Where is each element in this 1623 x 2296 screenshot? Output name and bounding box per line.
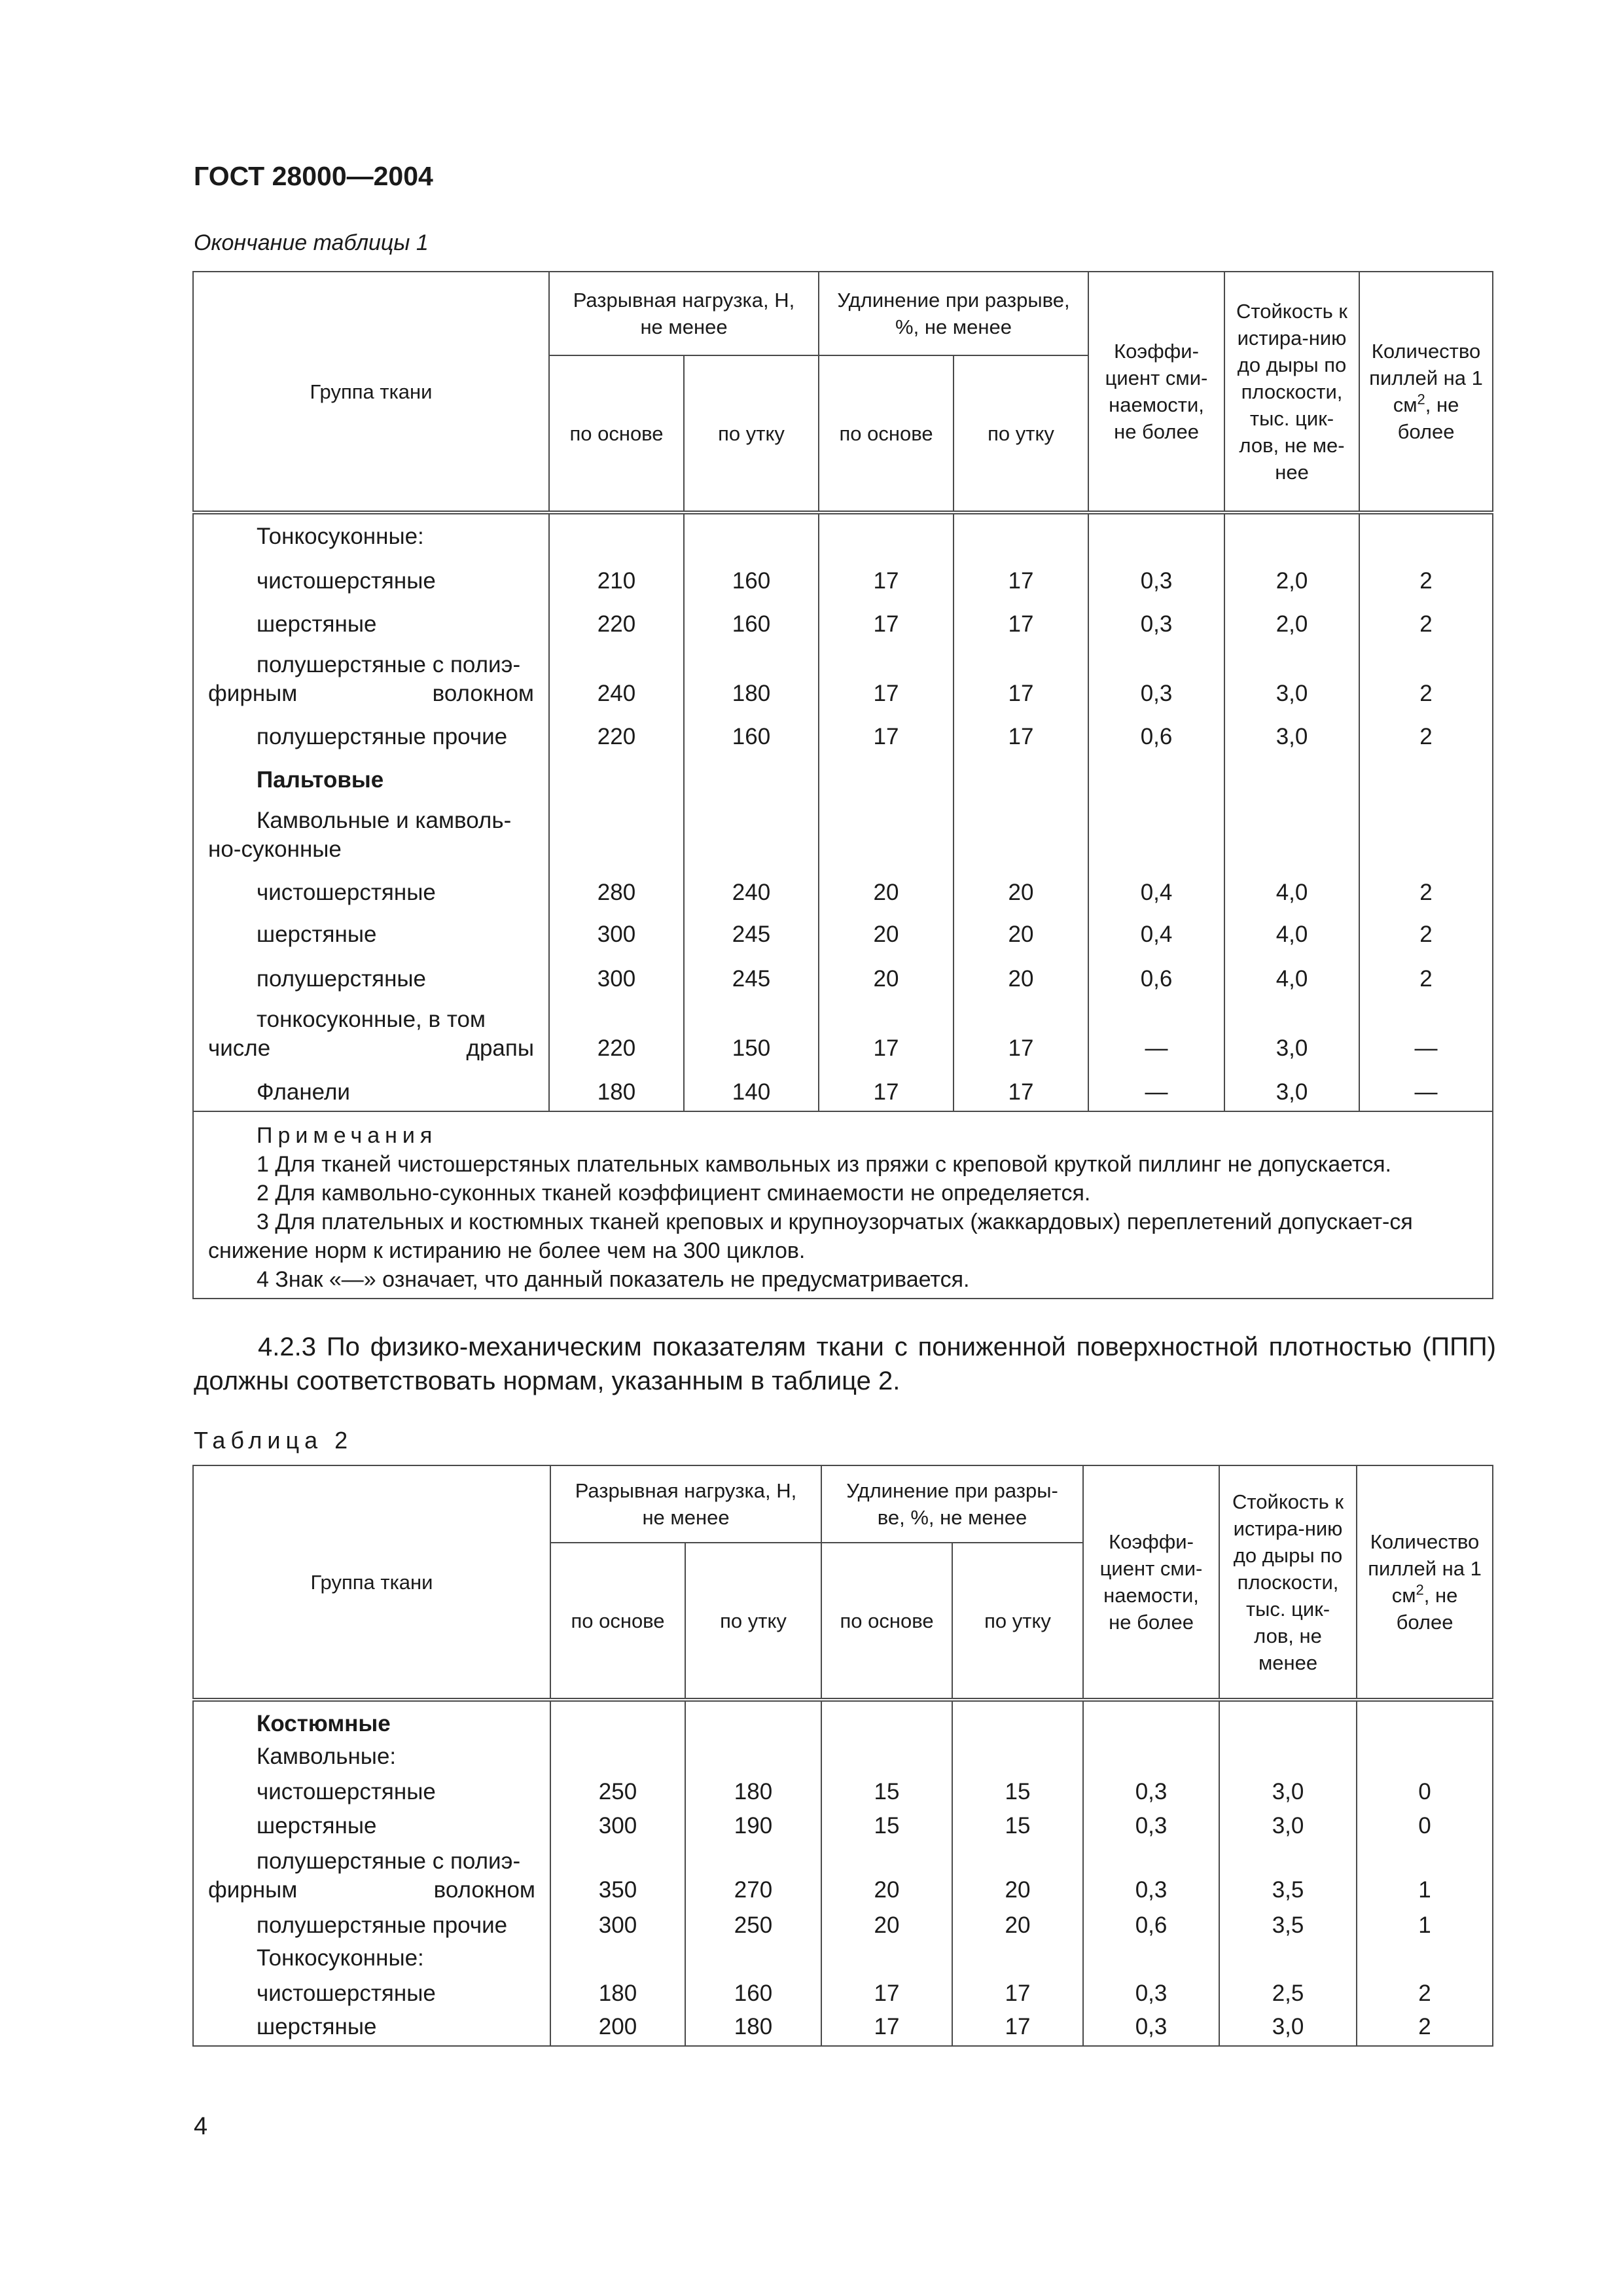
- cell-value: 270: [685, 1844, 821, 1909]
- cell-value: 300: [550, 1810, 685, 1844]
- cell-value: [819, 512, 954, 555]
- cell-value: [684, 512, 819, 555]
- cell-value: 20: [819, 953, 954, 997]
- pilling-label-a: Количество пиллей на 1 см: [1369, 340, 1483, 416]
- col-header-elong-warp: по основе: [819, 355, 954, 512]
- cell-value: 240: [549, 643, 684, 712]
- table-row: [193, 798, 1493, 868]
- cell-value: [1357, 1700, 1493, 1742]
- cell-value: 2,5: [1219, 1977, 1357, 2012]
- table-2: [192, 1465, 1493, 2047]
- cell-value: 150: [684, 997, 819, 1067]
- cell-value: [821, 1944, 952, 1977]
- row-label: тонкосуконные, в том числе драпы: [193, 997, 549, 1067]
- cell-value: [821, 1700, 952, 1742]
- cell-value: 210: [549, 555, 684, 600]
- cell-value: [1088, 755, 1224, 798]
- cell-value: 220: [549, 997, 684, 1067]
- cell-value: 300: [550, 1909, 685, 1944]
- cell-value: 17: [954, 1067, 1088, 1111]
- cell-value: 3,5: [1219, 1844, 1357, 1909]
- cell-value: 17: [954, 712, 1088, 755]
- row-label: полушерстяные: [193, 953, 549, 997]
- table-row: [193, 1810, 1493, 1844]
- paragraph-4-2-3: 4.2.3 По физико-механическим показателям ткани с пониженной поверхностной плотностью (ППП) должны соответствовать нормам, указанным в таблице 2.: [194, 1333, 1496, 1395]
- cell-value: 17: [819, 997, 954, 1067]
- pilling-label-sup: 2: [1417, 391, 1425, 408]
- cell-value: 2: [1359, 911, 1493, 953]
- cell-value: [549, 798, 684, 868]
- row-label: Костюмные: [193, 1700, 550, 1742]
- cell-value: 17: [819, 1067, 954, 1111]
- note-item: 3 Для плательных и костюмных тканей креповых и крупноузорчатых (жаккардовых) переплетений допускает-ся снижение норм к истиранию не более чем на 300 циклов.: [208, 1210, 1413, 1263]
- cell-value: [819, 798, 954, 868]
- cell-value: 250: [550, 1775, 685, 1810]
- cell-value: [1359, 798, 1493, 868]
- col-header-load-warp: по основе: [550, 1543, 685, 1700]
- cell-value: 20: [821, 1844, 952, 1909]
- notes-title: Примечания: [257, 1123, 438, 1148]
- cell-value: 0,6: [1083, 1909, 1219, 1944]
- cell-value: 15: [952, 1810, 1083, 1844]
- cell-value: 180: [549, 1067, 684, 1111]
- cell-value: [954, 798, 1088, 868]
- col-header-crease: Коэффи-циент сми-наемости, не более: [1088, 272, 1224, 512]
- cell-value: 160: [684, 600, 819, 643]
- col-header-elongation: Удлинение при разры-ве, %, не менее: [821, 1465, 1083, 1543]
- table-row: [193, 2012, 1493, 2046]
- cell-value: 17: [952, 2012, 1083, 2046]
- cell-value: 2: [1359, 600, 1493, 643]
- cell-value: 15: [821, 1775, 952, 1810]
- cell-value: [1359, 512, 1493, 555]
- cell-value: 0,3: [1083, 1844, 1219, 1909]
- col-header-elong-weft: по утку: [954, 355, 1088, 512]
- cell-value: [1219, 1742, 1357, 1775]
- cell-value: [1224, 755, 1359, 798]
- row-label: полушерстяные с полиэ-фирным волокном: [193, 643, 549, 712]
- cell-value: 160: [685, 1977, 821, 2012]
- cell-value: [952, 1944, 1083, 1977]
- table-row: [193, 911, 1493, 953]
- col-header-elong-weft: по утку: [952, 1543, 1083, 1700]
- cell-value: 3,0: [1224, 643, 1359, 712]
- table-row: [193, 1067, 1493, 1111]
- cell-value: [954, 755, 1088, 798]
- cell-value: [550, 1944, 685, 1977]
- cell-value: 17: [954, 555, 1088, 600]
- cell-value: 0,6: [1088, 953, 1224, 997]
- cell-value: 0,3: [1083, 2012, 1219, 2046]
- cell-value: 220: [549, 600, 684, 643]
- table-row: [193, 1700, 1493, 1742]
- cell-value: 20: [954, 868, 1088, 911]
- cell-value: 3,0: [1219, 1810, 1357, 1844]
- cell-value: 17: [821, 2012, 952, 2046]
- table-row: [193, 600, 1493, 643]
- cell-value: 160: [684, 712, 819, 755]
- cell-value: 17: [954, 600, 1088, 643]
- cell-value: 300: [549, 911, 684, 953]
- cell-value: 3,0: [1224, 712, 1359, 755]
- table-row: [193, 1977, 1493, 2012]
- cell-value: 245: [684, 953, 819, 997]
- col-header-elong-warp: по основе: [821, 1543, 952, 1700]
- cell-value: 180: [685, 2012, 821, 2046]
- cell-value: 20: [952, 1909, 1083, 1944]
- row-label: чистошерстяные: [193, 1775, 550, 1810]
- cell-value: [1219, 1944, 1357, 1977]
- cell-value: 160: [684, 555, 819, 600]
- cell-value: [685, 1944, 821, 1977]
- cell-value: 2: [1357, 2012, 1493, 2046]
- cell-value: 0,4: [1088, 868, 1224, 911]
- cell-value: 17: [821, 1977, 952, 2012]
- table-row: [193, 1775, 1493, 1810]
- cell-value: [1083, 1700, 1219, 1742]
- notes-row: [193, 1111, 1493, 1299]
- note-item: 2 Для камвольно-суконных тканей коэффициент сминаемости не определяется.: [257, 1181, 1091, 1206]
- cell-value: 250: [685, 1909, 821, 1944]
- cell-value: 0,3: [1088, 643, 1224, 712]
- table-row: [193, 643, 1493, 712]
- cell-value: 3,0: [1224, 1067, 1359, 1111]
- cell-value: 17: [954, 643, 1088, 712]
- table-row: [193, 755, 1493, 798]
- table-row: [193, 712, 1493, 755]
- cell-value: 190: [685, 1810, 821, 1844]
- table2-caption: Таблица 2: [194, 1427, 353, 1454]
- cell-value: 2: [1359, 712, 1493, 755]
- cell-value: 220: [549, 712, 684, 755]
- cell-value: 280: [549, 868, 684, 911]
- col-header-breaking-load: Разрывная нагрузка, Н, не менее: [549, 272, 819, 355]
- pilling-label-a: Количество пиллей на 1 см: [1368, 1530, 1482, 1607]
- cell-value: [549, 755, 684, 798]
- cell-value: [952, 1742, 1083, 1775]
- table1-caption: Окончание таблицы 1: [194, 230, 429, 255]
- col-header-breaking-load: Разрывная нагрузка, Н, не менее: [550, 1465, 821, 1543]
- cell-value: 15: [952, 1775, 1083, 1810]
- col-header-abrasion: Стойкость к истира-нию до дыры по плоскости, тыс. цик-лов, не менее: [1219, 1465, 1357, 1700]
- col-header-elongation: Удлинение при разрыве, %, не менее: [819, 272, 1088, 355]
- cell-value: [821, 1742, 952, 1775]
- col-header-load-weft: по утку: [685, 1543, 821, 1700]
- cell-value: [819, 755, 954, 798]
- row-label: чистошерстяные: [193, 555, 549, 600]
- cell-value: [549, 512, 684, 555]
- cell-value: 300: [549, 953, 684, 997]
- cell-value: 20: [821, 1909, 952, 1944]
- cell-value: [684, 755, 819, 798]
- cell-value: 3,0: [1219, 2012, 1357, 2046]
- cell-value: 240: [684, 868, 819, 911]
- cell-value: 180: [550, 1977, 685, 2012]
- cell-value: 20: [954, 911, 1088, 953]
- cell-value: [1088, 512, 1224, 555]
- cell-value: 2,0: [1224, 555, 1359, 600]
- cell-value: 17: [819, 600, 954, 643]
- row-label: шерстяные: [193, 1810, 550, 1844]
- cell-value: 2: [1359, 953, 1493, 997]
- row-label: шерстяные: [193, 911, 549, 953]
- cell-value: [550, 1742, 685, 1775]
- row-label: полушерстяные прочие: [193, 1909, 550, 1944]
- cell-value: 1: [1357, 1909, 1493, 1944]
- table-row: [193, 512, 1493, 555]
- note-item: 4 Знак «—» означает, что данный показатель не предусматривается.: [257, 1267, 970, 1292]
- col-header-load-warp: по основе: [549, 355, 684, 512]
- cell-value: 20: [819, 868, 954, 911]
- cell-value: 180: [685, 1775, 821, 1810]
- cell-value: 140: [684, 1067, 819, 1111]
- table-row: [193, 953, 1493, 997]
- table-row: [193, 997, 1493, 1067]
- cell-value: 0: [1357, 1775, 1493, 1810]
- cell-value: 2: [1359, 555, 1493, 600]
- cell-value: [550, 1700, 685, 1742]
- cell-value: 245: [684, 911, 819, 953]
- col-header-group: Группа ткани: [193, 272, 549, 512]
- row-label: шерстяные: [193, 2012, 550, 2046]
- row-label: Пальтовые: [193, 755, 549, 798]
- cell-value: [954, 512, 1088, 555]
- cell-value: 17: [819, 643, 954, 712]
- cell-value: [1224, 512, 1359, 555]
- cell-value: 2: [1359, 643, 1493, 712]
- cell-value: 20: [819, 911, 954, 953]
- cell-value: [1224, 798, 1359, 868]
- cell-value: [685, 1700, 821, 1742]
- row-label: Камвольные и камволь-но-суконные: [193, 798, 549, 868]
- cell-value: 17: [952, 1977, 1083, 2012]
- cell-value: 180: [684, 643, 819, 712]
- note-item: 1 Для тканей чистошерстяных плательных камвольных из пряжи с креповой круткой пиллинг не допускается.: [257, 1152, 1391, 1177]
- cell-value: 20: [952, 1844, 1083, 1909]
- cell-value: 4,0: [1224, 911, 1359, 953]
- cell-value: [1083, 1742, 1219, 1775]
- cell-value: 4,0: [1224, 868, 1359, 911]
- pilling-label-b: , не более: [1397, 393, 1459, 443]
- col-header-abrasion: Стойкость к истира-нию до дыры по плоскости, тыс. цик-лов, не ме-нее: [1224, 272, 1359, 512]
- pilling-label-sup: 2: [1416, 1581, 1424, 1598]
- cell-value: [952, 1700, 1083, 1742]
- cell-value: 0,3: [1083, 1977, 1219, 2012]
- row-label: полушерстяные с полиэ-фирным волокном: [193, 1844, 550, 1909]
- page-number: 4: [194, 2113, 208, 2140]
- cell-value: [1359, 755, 1493, 798]
- table2-body: [193, 1700, 1493, 2046]
- row-label: шерстяные: [193, 600, 549, 643]
- table1-body: [193, 512, 1493, 1299]
- cell-value: 0,6: [1088, 712, 1224, 755]
- cell-value: [1357, 1944, 1493, 1977]
- cell-value: 2,0: [1224, 600, 1359, 643]
- cell-value: 0,3: [1088, 600, 1224, 643]
- row-label: Камвольные:: [193, 1742, 550, 1775]
- table-row: [193, 1742, 1493, 1775]
- notes-cell: [193, 1111, 1493, 1299]
- table-row: [193, 1909, 1493, 1944]
- row-label: чистошерстяные: [193, 868, 549, 911]
- cell-value: 17: [819, 555, 954, 600]
- cell-value: 4,0: [1224, 953, 1359, 997]
- row-label: чистошерстяные: [193, 1977, 550, 2012]
- cell-value: 17: [954, 997, 1088, 1067]
- cell-value: 3,5: [1219, 1909, 1357, 1944]
- cell-value: [684, 798, 819, 868]
- cell-value: 3,0: [1219, 1775, 1357, 1810]
- col-header-group: Группа ткани: [193, 1465, 550, 1700]
- cell-value: 1: [1357, 1844, 1493, 1909]
- table-1: [192, 271, 1493, 1299]
- row-label: Тонкосуконные:: [193, 1944, 550, 1977]
- row-label: Фланели: [193, 1067, 549, 1111]
- cell-value: —: [1359, 997, 1493, 1067]
- cell-value: 20: [954, 953, 1088, 997]
- cell-value: —: [1088, 1067, 1224, 1111]
- cell-value: 0,3: [1083, 1810, 1219, 1844]
- cell-value: [1357, 1742, 1493, 1775]
- cell-value: —: [1088, 997, 1224, 1067]
- document-header: ГОСТ 28000—2004: [194, 161, 433, 191]
- col-header-crease: Коэффи-циент сми-наемости, не более: [1083, 1465, 1219, 1700]
- cell-value: 0,3: [1083, 1775, 1219, 1810]
- table-row: [193, 868, 1493, 911]
- cell-value: 200: [550, 2012, 685, 2046]
- cell-value: 2: [1357, 1977, 1493, 2012]
- cell-value: 17: [819, 712, 954, 755]
- cell-value: 0,3: [1088, 555, 1224, 600]
- col-header-pilling: [1357, 1465, 1493, 1700]
- cell-value: —: [1359, 1067, 1493, 1111]
- table-row: [193, 1944, 1493, 1977]
- cell-value: 0,4: [1088, 911, 1224, 953]
- cell-value: 15: [821, 1810, 952, 1844]
- cell-value: 350: [550, 1844, 685, 1909]
- col-header-load-weft: по утку: [684, 355, 819, 512]
- row-label: Тонкосуконные:: [193, 512, 549, 555]
- cell-value: [685, 1742, 821, 1775]
- table-row: [193, 555, 1493, 600]
- row-label: полушерстяные прочие: [193, 712, 549, 755]
- cell-value: [1088, 798, 1224, 868]
- table-row: [193, 1844, 1493, 1909]
- cell-value: 2: [1359, 868, 1493, 911]
- cell-value: [1219, 1700, 1357, 1742]
- col-header-pilling: [1359, 272, 1493, 512]
- cell-value: 0: [1357, 1810, 1493, 1844]
- cell-value: 3,0: [1224, 997, 1359, 1067]
- pilling-label-b: , не более: [1396, 1584, 1458, 1634]
- cell-value: [1083, 1944, 1219, 1977]
